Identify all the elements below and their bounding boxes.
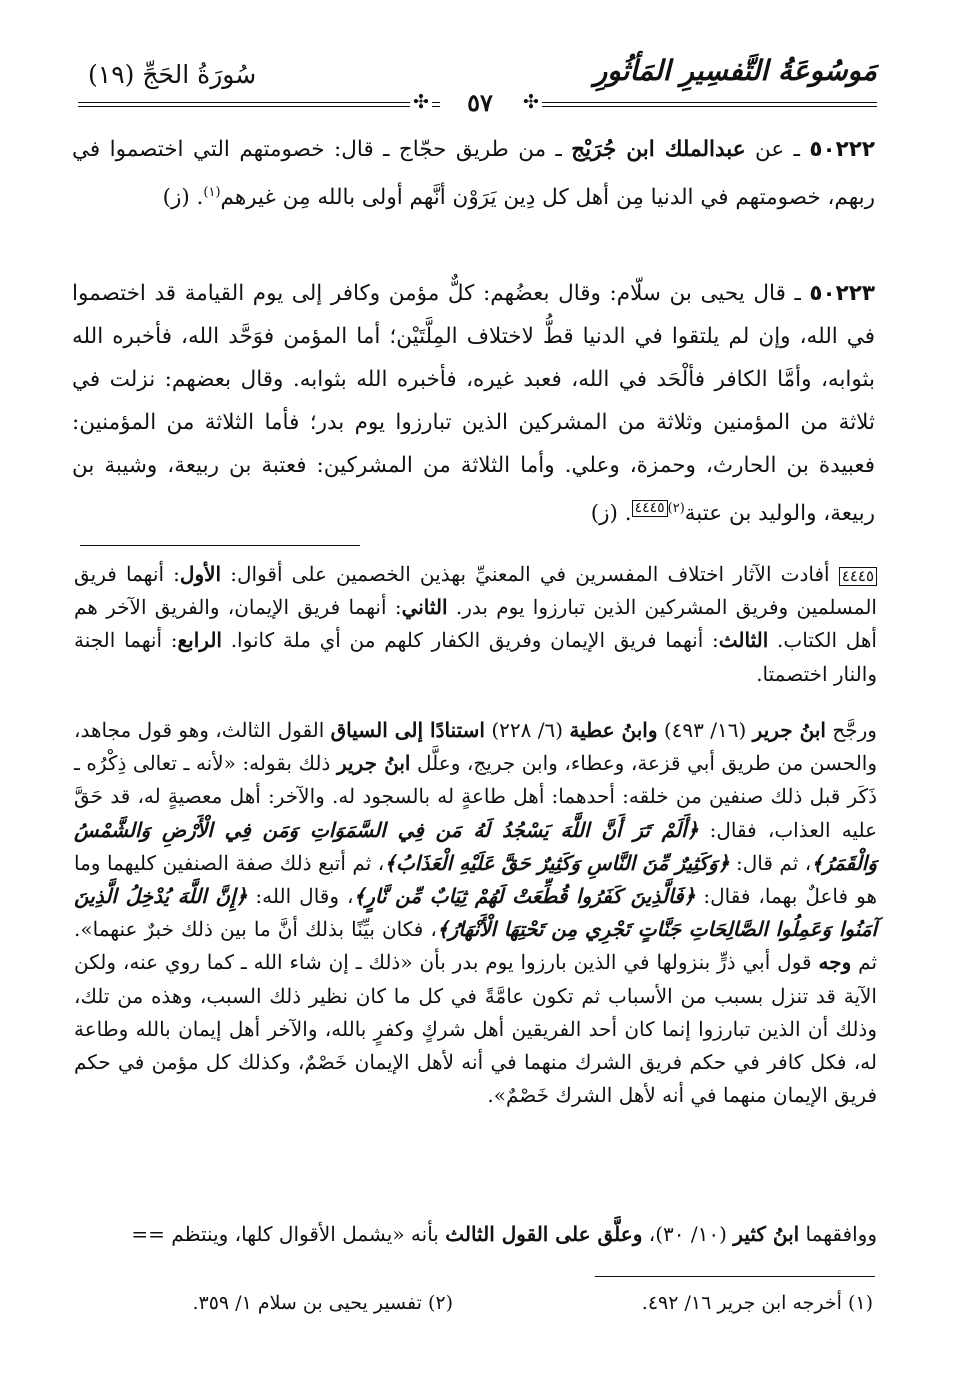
scholar-name: ابنُ جرير xyxy=(752,718,826,742)
narration-50223 xyxy=(72,272,875,535)
surah-title: سُورَةُ الحَجِّ (١٩) xyxy=(88,60,257,89)
note-text: : أنهما فريق الإيمان، والفريق الآخر هم أهل الكتاب. xyxy=(74,595,877,653)
scholar-name: وابنُ عطية xyxy=(569,718,658,742)
footnotes-separator xyxy=(595,1276,875,1277)
footnote-1: (١) أخرجه ابن جرير ١٦/ ٤٩٢. xyxy=(641,1292,873,1314)
footnote-2: (٢) تفسير يحيى بن سلام ١/ ٣٥٩. xyxy=(192,1292,453,1314)
note-text: ، وقال الله: xyxy=(247,884,354,909)
note-keyword: الثاني xyxy=(401,595,448,620)
note-text: ، ثم أتبع ذلك صفة الصنفين كليهما وما هو فاعلٌ بهما، فقال: xyxy=(74,850,877,909)
ornament-icon: ✣ xyxy=(410,91,432,113)
note-text: ، فكان بيِّنًا بذلك أنَّ ما بين ذلك خبرٌ عنهما». ثم xyxy=(74,917,878,975)
note-text: (١٠/ ٣٠)، xyxy=(642,1222,734,1246)
note-keyword: الثالث xyxy=(718,628,769,653)
quran-verse: ﴿إِنَّ اللَّهَ يُدْخِلُ الَّذِينَ آمَنُوا وَعَمِلُوا الصَّالِحَاتِ جَنَّاتٍ تَجْرِي مِن تَحْتِهَا الْأَنْهَارُ﴾ xyxy=(74,884,878,942)
narration-text: ـ قال يحيى بن سلّام: وقال بعضُهم: كلٌّ مؤمن وكافر إلى يوم القيامة قد اختصموا في الله، وإن لم يلتقوا في الدنيا قطُّ لاختلاف المِلَّتَيْن؛ أما المؤمن فوَحَّد الله، فأخبره الله بثوابه، وأمَّا الكافر فألْحَد في الله، فعبد غيره، فأخبره الله بثوابه. وقال بعضهم: نزلت في ثلاثة من المؤمنين وثلاثة من المشركين الذين تبارزوا يوم بدر؛ فأما الثلاثة من المؤمنين: فعبيدة بن الحارث، وحمزة، وعلي. وأما الثلاثة من المشركين: فعتبة بن ربيعة، وشيبة بن ربيعة، والوليد بن عتبة xyxy=(72,281,875,527)
note-ref-box: ٤٤٤٥ xyxy=(632,500,668,517)
note-text: (٦/ ٢٢٨) xyxy=(484,718,570,742)
quran-verse: ﴿وَكَثِيرٌ مِّنَ النَّاسِ وَكَثِيرٌ حَقَّ عَلَيْهِ الْعَذَابُ﴾ xyxy=(384,850,730,875)
commentary-note xyxy=(74,558,877,691)
note-text: قول أبي ذرٍّ بنزولها في الذين بارزوا يوم بدر بأن «ذلك ـ إن شاء الله ـ كما روي عنه، ولكن الآية قد تنزل بسبب من الأسباب ثم تكون عامَّةً في كل ما كان نظير ذلك السبب، وهذه من تلك، وذلك أن الذين تبارزوا إنما كان أحد الفريقين أهل شركٍ وكفرٍ بالله، والآخر أهل إيمان بالله وطاعة له، فكل كافر في حكم فريق الشرك منهما في أنه لأهل الإيمان خَصْمٌ، وكذلك كل مؤمن في حكم فريق الإيمان منهما في أنه لأهل الشرك خَصْمٌ». xyxy=(74,950,877,1108)
narration-text: ـ من طريق حجّاج ـ قال: خصومتهم التي اختصموا في ربهم، خصومتهم في الدنيا مِن أهل كل دِين يَرَوْن أنَّهم أولى بالله مِن غيرهم xyxy=(72,137,875,211)
narration-number: ٥٠٢٢٣ xyxy=(809,281,875,306)
narration-number: ٥٠٢٢٢ xyxy=(809,137,875,162)
note-keyword: وجه xyxy=(818,950,852,975)
narration-50222 xyxy=(72,128,875,219)
ornament-icon: ✣ xyxy=(520,91,542,113)
footnote-ref: (٢) xyxy=(667,501,685,516)
page-number: ٥٧ xyxy=(440,88,520,117)
narration-text: ـ عن xyxy=(745,137,810,162)
book-title: مَوسُوعَةُ التَّفسِيرِ المَأثُورِ xyxy=(593,54,877,87)
note-text: بأنه «يشمل الأقوال كلها، وينتظم == xyxy=(131,1222,446,1246)
note-keyword: الرابع xyxy=(177,628,222,653)
commentary-tarjih xyxy=(74,714,877,1112)
note-text: : أنهما فريق المسلمين وفريق المشركين الذين تبارزوا يوم بدر. xyxy=(74,562,877,620)
quran-verse: ﴿فَالَّذِينَ كَفَرُوا قُطِّعَتْ لَهُمْ ثِيَابٌ مِّن نَّارٍ﴾ xyxy=(353,884,696,909)
note-keyword: الأول xyxy=(179,562,222,586)
narration-tail: . (ز) xyxy=(590,501,632,527)
quran-verse: ﴿أَلَمْ تَرَ أَنَّ اللَّهَ يَسْجُدُ لَهُ مَن فِي السَّمَوَاتِ وَمَن فِي الْأَرْضِ وَالشَّمْسُ وَالْقَمَرُ﴾ xyxy=(74,817,878,875)
note-text: أفادت الآثار اختلاف المفسرين في المعنيِّ بهذين الخصمين على أقوال: xyxy=(221,562,839,586)
note-text: : أنهما الجنة والنار اختصمتا. xyxy=(74,628,877,686)
note-text: ورجَّح xyxy=(826,718,877,742)
footnote-ref: (١) xyxy=(203,185,221,200)
note-number-box: ٤٤٤٥ xyxy=(839,567,877,586)
commentary-ibn-kathir xyxy=(74,1218,877,1251)
notes-separator xyxy=(80,545,360,546)
note-keyword: وعلَّق على القول الثالث xyxy=(445,1222,643,1246)
note-text: (١٦/ ٤٩٣) xyxy=(657,718,753,742)
scholar-name: ابنُ جرير xyxy=(336,751,411,776)
scholar-name: ابنُ كثير xyxy=(733,1222,800,1246)
narrator-name: عبدالملك ابن جُرَيْج xyxy=(571,137,746,162)
narration-tail: . (ز) xyxy=(162,185,204,211)
note-text: ذلك بقوله: «لأنه ـ تعالى ذِكْرُه ـ ذَكَر قبل ذلك صنفين من خلقه: أحدهما: أهل طاعةٍ له بالسجود له. والآخر: أهل معصيةٍ له، قد حَقَّ عليه العذاب، فقال: xyxy=(74,751,878,842)
note-text: القول الثالث، وهو قول مجاهد، والحسن من طريق أبي قزعة، وعطاء، وابن جريج، وعلَّل xyxy=(74,718,877,776)
note-keyword: استنادًا إلى السياق xyxy=(330,718,485,742)
note-text: ، ثم قال: xyxy=(729,850,812,875)
note-text: : أنهما فريق الإيمان وفريق الكفار كلهم من أي ملة كانوا. xyxy=(221,628,719,653)
note-text: ووافقهما xyxy=(799,1222,877,1246)
